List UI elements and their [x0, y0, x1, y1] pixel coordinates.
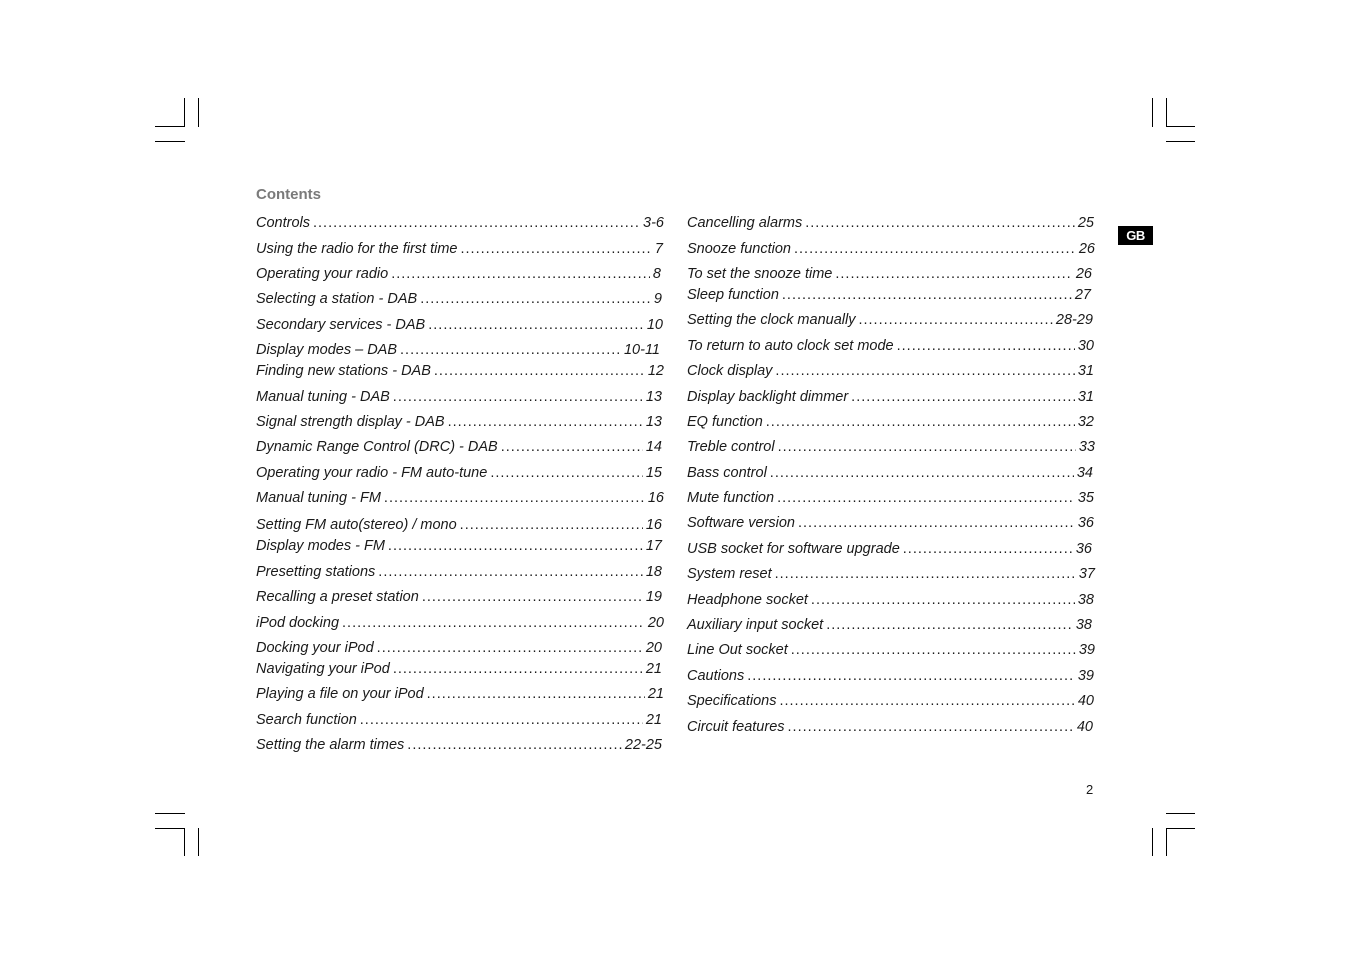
toc-entry [687, 311, 1093, 329]
toc-entry-title: Display backlight dimmer [687, 389, 849, 405]
crop-mark [184, 98, 185, 127]
toc-entry-title: Software version [687, 515, 795, 531]
toc-dot-leader [393, 388, 643, 406]
language-badge: GB [1118, 226, 1153, 245]
toc-entry-page: 25 [1077, 215, 1094, 231]
toc-entry-page: 7 [654, 241, 663, 257]
toc-entry [256, 685, 664, 703]
toc-entry [256, 341, 660, 359]
toc-entry-page: 27 [1074, 287, 1091, 303]
toc-dot-leader [858, 311, 1052, 329]
toc-dot-leader [778, 438, 1076, 456]
toc-entry-page: 38 [1077, 592, 1094, 608]
toc-dot-leader [422, 588, 643, 606]
toc-entry-page: 31 [1077, 389, 1094, 405]
toc-entry [687, 667, 1094, 685]
toc-dot-leader [501, 438, 643, 456]
toc-entry [256, 413, 662, 431]
toc-entry-title: iPod docking [256, 615, 340, 631]
toc-entry [687, 362, 1094, 380]
toc-entry [256, 290, 662, 308]
toc-dot-leader [779, 692, 1074, 710]
toc-entry-title: Setting the alarm times [256, 737, 405, 753]
toc-entry [256, 516, 662, 534]
toc-entry-page: 34 [1076, 465, 1093, 481]
toc-entry [687, 692, 1094, 710]
crop-mark [1166, 813, 1195, 814]
toc-dot-leader [777, 489, 1075, 507]
crop-mark [1152, 828, 1153, 856]
toc-entry-title: Secondary services - DAB [256, 317, 426, 333]
toc-dot-leader [400, 341, 621, 359]
toc-entry [687, 514, 1094, 532]
toc-entry-title: Dynamic Range Control (DRC) - DAB [256, 439, 498, 455]
toc-entry [256, 711, 662, 729]
toc-entry-title: To set the snooze time [687, 266, 833, 282]
toc-entry-title: Clock display [687, 363, 773, 379]
toc-dot-leader [782, 286, 1072, 304]
toc-entry-page: 20 [647, 615, 664, 631]
crop-mark [198, 828, 199, 856]
crop-mark [155, 141, 185, 142]
toc-entry-page: 40 [1077, 693, 1094, 709]
toc-dot-leader [427, 685, 645, 703]
toc-entry [687, 489, 1094, 507]
toc-entry [256, 588, 662, 606]
toc-entry [687, 616, 1092, 634]
toc-entry [256, 316, 663, 334]
crop-mark [1166, 126, 1195, 127]
toc-entry [256, 240, 663, 258]
toc-entry [256, 736, 662, 754]
toc-entry-page: 12 [647, 363, 664, 379]
toc-entry-page: 38 [1075, 617, 1092, 633]
page-number: 2 [1086, 782, 1094, 797]
toc-entry-page: 9 [653, 291, 662, 307]
toc-dot-leader [388, 537, 643, 555]
toc-dot-leader [775, 565, 1076, 583]
toc-dot-leader [903, 540, 1073, 558]
toc-entry-page: 32 [1077, 414, 1094, 430]
toc-entry-title: Using the radio for the first time [256, 241, 458, 257]
toc-entry-title: Selecting a station - DAB [256, 291, 418, 307]
toc-entry-page: 20 [645, 640, 662, 656]
toc-entry-page: 3-6 [643, 215, 664, 231]
toc-entry-title: USB socket for software upgrade [687, 541, 900, 557]
toc-entry [687, 240, 1095, 258]
toc-entry [687, 565, 1095, 583]
toc-entry-page: 17 [645, 538, 662, 554]
toc-dot-leader [313, 214, 640, 232]
toc-entry [687, 286, 1091, 304]
toc-entry-page: 35 [1077, 490, 1094, 506]
toc-entry [687, 388, 1094, 406]
toc-entry-title: Sleep function [687, 287, 779, 303]
toc-entry-title: Recalling a preset station [256, 589, 419, 605]
toc-entry [687, 265, 1092, 283]
toc-entry-page: 18 [645, 564, 662, 580]
toc-entry [256, 639, 662, 657]
toc-dot-leader [490, 464, 643, 482]
toc-entry [256, 362, 664, 380]
crop-mark [1152, 98, 1153, 127]
toc-entry-title: Manual tuning - FM [256, 490, 381, 506]
toc-entry-page: 33 [1078, 439, 1095, 455]
toc-dot-leader [391, 265, 650, 283]
toc-dot-leader [851, 388, 1075, 406]
toc-entry-page: 22-25 [624, 737, 662, 753]
toc-entry-page: 21 [645, 712, 662, 728]
crop-mark [155, 126, 185, 127]
toc-entry-page: 14 [645, 439, 662, 455]
toc-entry-title: EQ function [687, 414, 763, 430]
toc-dot-leader [448, 413, 643, 431]
toc-entry-page: 15 [645, 465, 662, 481]
toc-entry-title: System reset [687, 566, 772, 582]
toc-dot-leader [805, 214, 1075, 232]
toc-entry [687, 413, 1094, 431]
toc-entry [256, 388, 662, 406]
toc-dot-leader [420, 290, 651, 308]
toc-entry [687, 591, 1094, 609]
crop-mark [198, 98, 199, 127]
toc-dot-leader [835, 265, 1073, 283]
toc-dot-leader [377, 639, 643, 657]
toc-entry-page: 10 [646, 317, 663, 333]
toc-dot-leader [342, 614, 645, 632]
toc-dot-leader [791, 641, 1076, 659]
toc-entry-page: 36 [1077, 515, 1094, 531]
crop-mark [155, 813, 185, 814]
toc-entry-title: Presetting stations [256, 564, 376, 580]
toc-entry-page: 21 [645, 661, 662, 677]
toc-entry-title: Finding new stations - DAB [256, 363, 431, 379]
toc-entry [256, 537, 662, 555]
toc-entry [256, 214, 664, 232]
toc-entry [687, 718, 1093, 736]
toc-entry [687, 337, 1094, 355]
toc-entry-title: Circuit features [687, 719, 785, 735]
toc-entry [256, 438, 662, 456]
toc-dot-leader [775, 362, 1074, 380]
toc-dot-leader [360, 711, 643, 729]
toc-entry [687, 464, 1093, 482]
toc-entry-title: Display modes – DAB [256, 342, 398, 358]
toc-entry-title: Auxiliary input socket [687, 617, 824, 633]
toc-dot-leader [393, 660, 643, 678]
contents-heading: Contents [256, 186, 321, 203]
toc-entry-page: 10-11 [623, 342, 660, 358]
toc-entry-page: 30 [1077, 338, 1094, 354]
toc-entry-title: Bass control [687, 465, 767, 481]
toc-entry-page: 13 [645, 414, 662, 430]
toc-entry-page: 39 [1077, 668, 1094, 684]
toc-entry-page: 26 [1078, 241, 1095, 257]
toc-entry-page: 26 [1075, 266, 1092, 282]
toc-dot-leader [826, 616, 1073, 634]
toc-entry-title: Mute function [687, 490, 775, 506]
toc-entry [256, 489, 664, 507]
toc-entry-title: Setting FM auto(stereo) / mono [256, 517, 457, 533]
toc-entry [687, 438, 1095, 456]
toc-entry [256, 563, 662, 581]
toc-entry [256, 265, 661, 283]
toc-entry-page: 28-29 [1055, 312, 1093, 328]
toc-entry-title: Operating your radio - FM auto-tune [256, 465, 488, 481]
toc-entry-title: Cancelling alarms [687, 215, 803, 231]
toc-dot-leader [798, 514, 1075, 532]
toc-entry [256, 464, 662, 482]
toc-dot-leader [811, 591, 1075, 609]
toc-entry-title: Cautions [687, 668, 745, 684]
toc-dot-leader [794, 240, 1076, 258]
toc-entry-page: 8 [652, 266, 661, 282]
toc-entry-title: Headphone socket [687, 592, 808, 608]
crop-mark [1166, 98, 1167, 127]
toc-entry-title: Operating your radio [256, 266, 389, 282]
toc-dot-leader [766, 413, 1075, 431]
toc-entry-page: 39 [1078, 642, 1095, 658]
toc-entry-page: 40 [1076, 719, 1093, 735]
toc-entry-page: 31 [1077, 363, 1094, 379]
toc-entry-title: Docking your iPod [256, 640, 374, 656]
toc-entry [687, 214, 1094, 232]
crop-mark [1166, 828, 1167, 856]
crop-mark [184, 828, 185, 856]
toc-entry-title: Treble control [687, 439, 775, 455]
toc-entry-page: 16 [647, 490, 664, 506]
toc-dot-leader [428, 316, 644, 334]
toc-entry-title: Display modes - FM [256, 538, 385, 554]
toc-entry [687, 641, 1095, 659]
toc-entry-title: Line Out socket [687, 642, 788, 658]
toc-entry-title: Specifications [687, 693, 777, 709]
toc-entry-page: 36 [1075, 541, 1092, 557]
toc-entry-title: Snooze function [687, 241, 791, 257]
toc-entry-page: 16 [645, 517, 662, 533]
toc-entry [256, 660, 662, 678]
toc-entry-page: 21 [647, 686, 664, 702]
toc-entry-title: Signal strength display - DAB [256, 414, 445, 430]
crop-mark [155, 828, 185, 829]
toc-entry-page: 13 [645, 389, 662, 405]
toc-entry-title: Navigating your iPod [256, 661, 390, 677]
toc-dot-leader [384, 489, 645, 507]
crop-mark [1166, 828, 1195, 829]
toc-entry-page: 19 [645, 589, 662, 605]
toc-dot-leader [747, 667, 1075, 685]
toc-entry-title: Manual tuning - DAB [256, 389, 390, 405]
toc-entry-page: 37 [1078, 566, 1095, 582]
toc-entry [687, 540, 1092, 558]
toc-entry [256, 614, 664, 632]
toc-dot-leader [788, 718, 1074, 736]
toc-entry-title: Playing a file on your iPod [256, 686, 424, 702]
toc-dot-leader [407, 736, 622, 754]
toc-dot-leader [897, 337, 1075, 355]
toc-dot-leader [378, 563, 643, 581]
toc-entry-title: To return to auto clock set mode [687, 338, 894, 354]
toc-dot-leader [460, 240, 651, 258]
toc-dot-leader [460, 516, 643, 534]
toc-dot-leader [434, 362, 645, 380]
toc-dot-leader [770, 464, 1074, 482]
toc-entry-title: Search function [256, 712, 357, 728]
toc-entry-title: Controls [256, 215, 310, 231]
toc-entry-title: Setting the clock manually [687, 312, 856, 328]
crop-mark [1166, 141, 1195, 142]
